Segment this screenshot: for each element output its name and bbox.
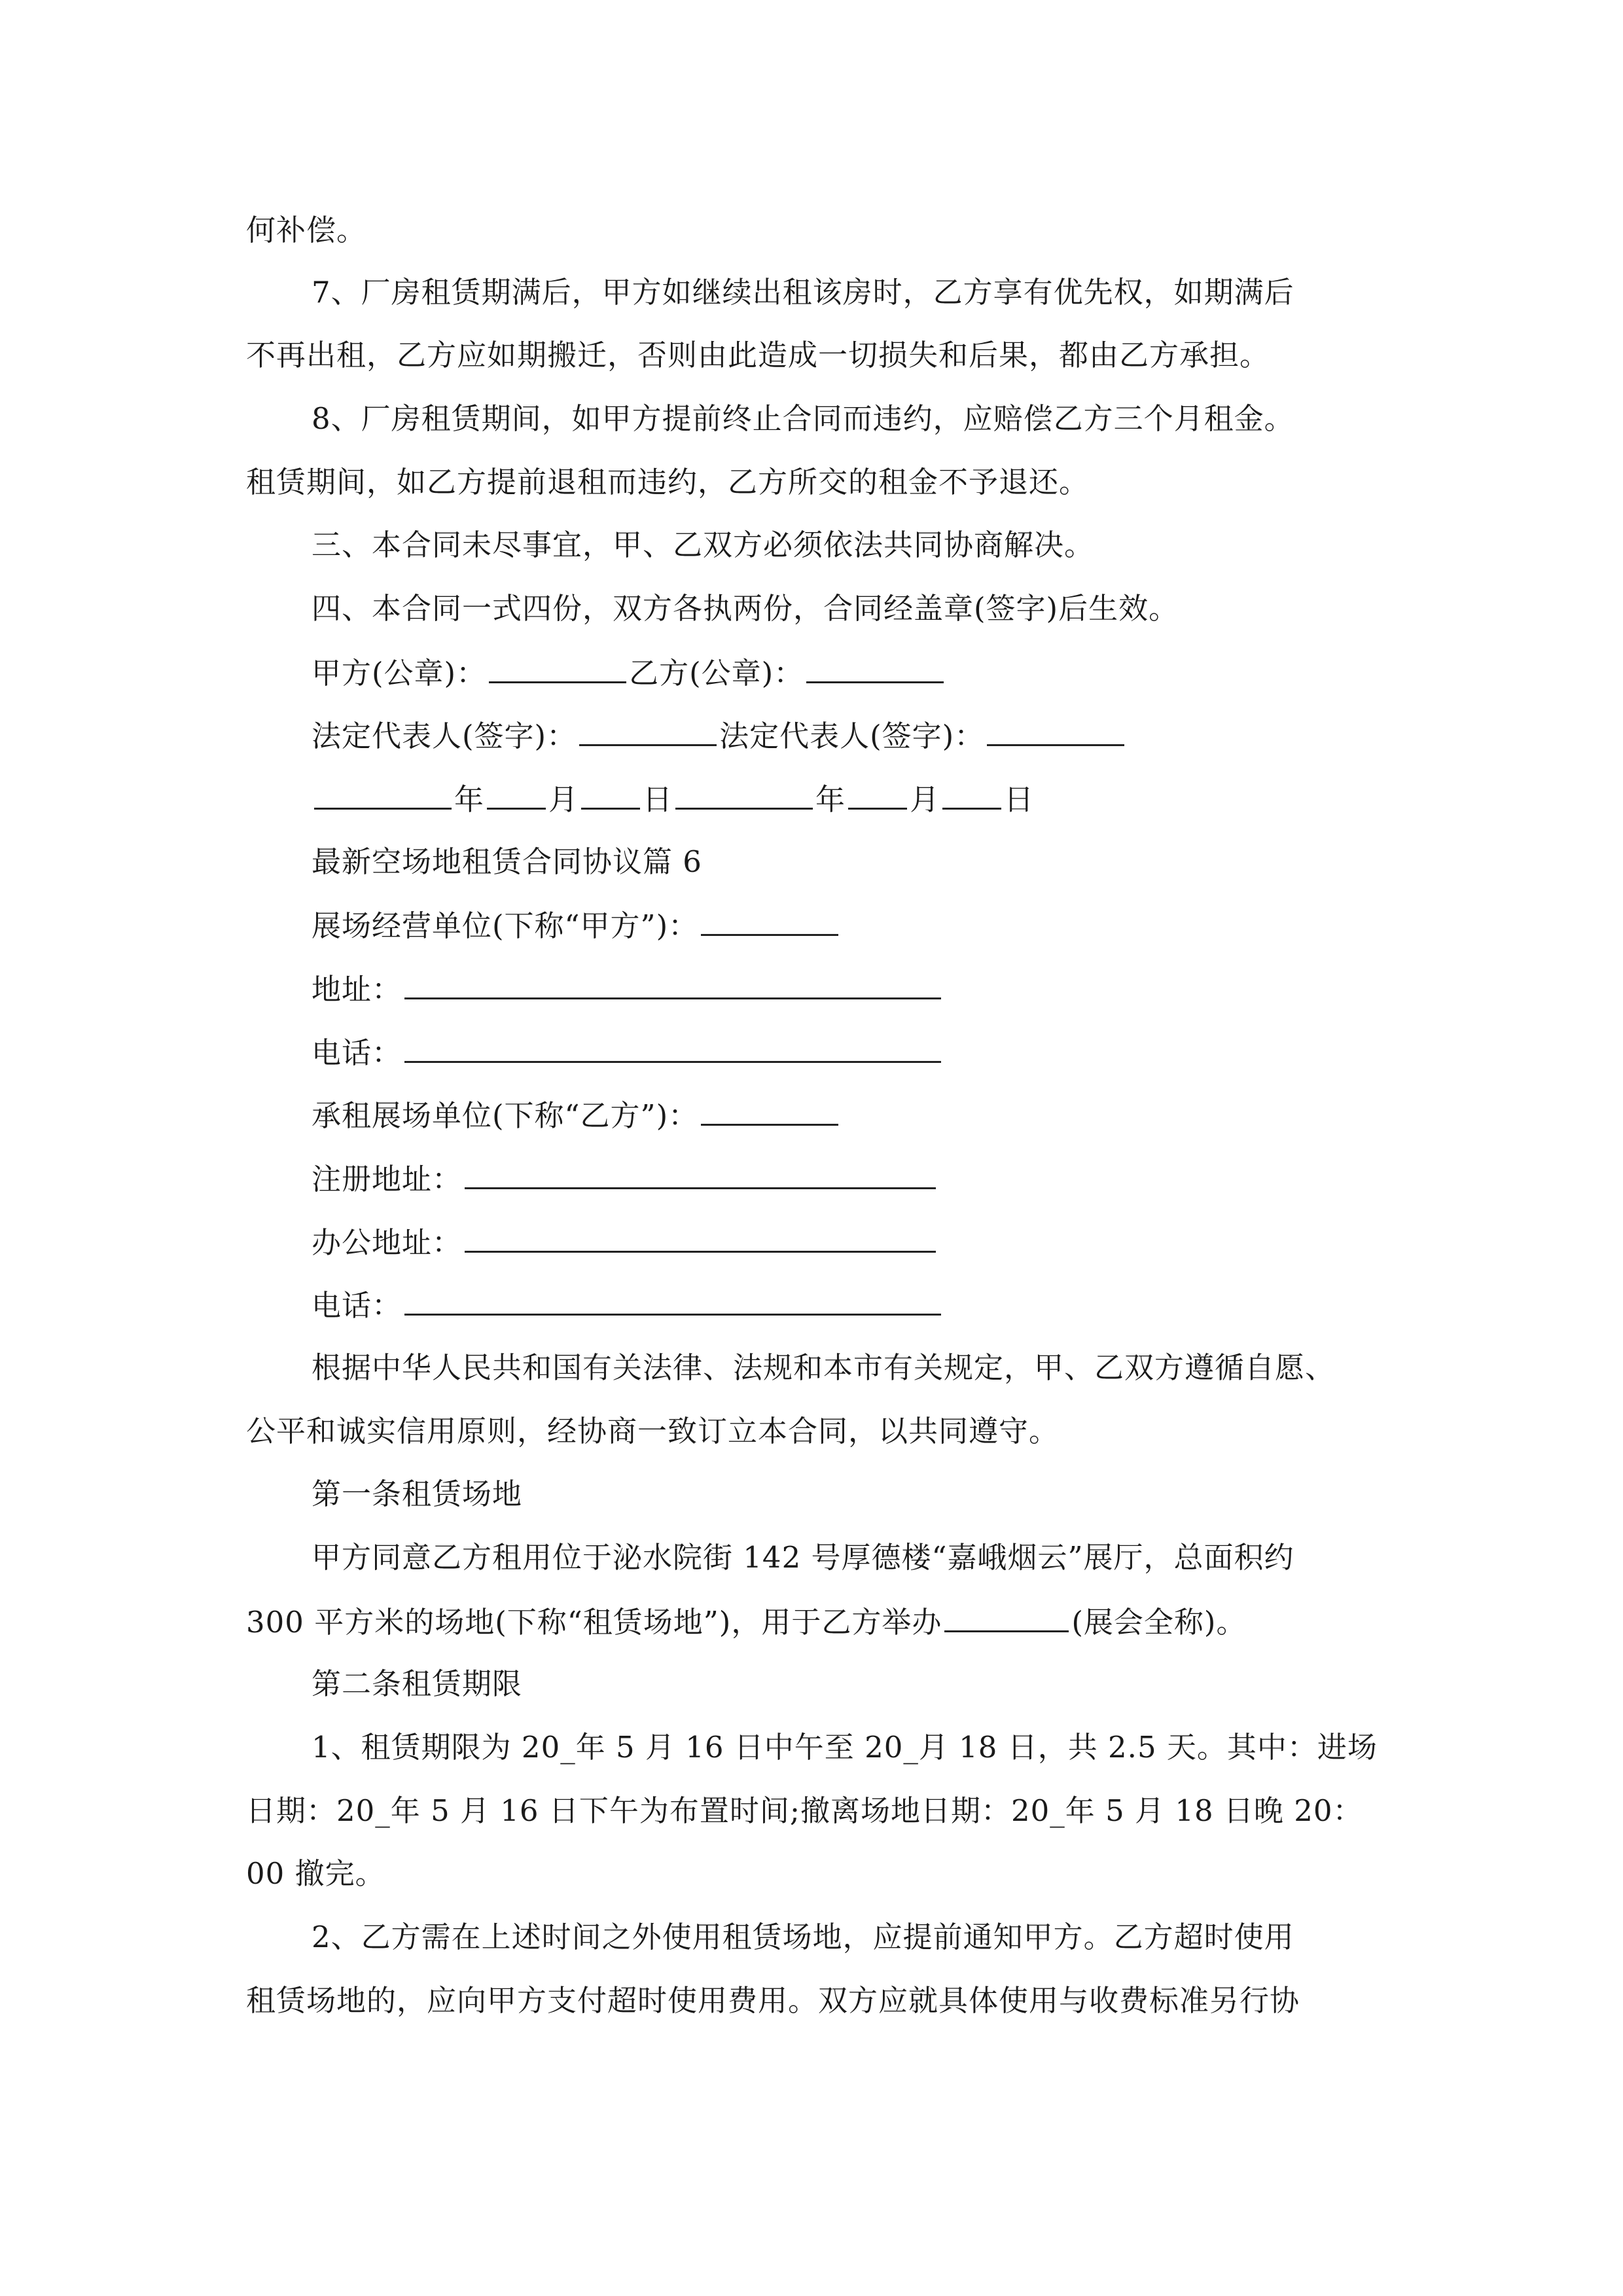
paragraph-line: 1、租赁期限为 20_年 5 月 16 日中午至 20_月 18 日，共 2.5 天。其中：进场 — [312, 1730, 1378, 1765]
month-label: 月 — [548, 782, 579, 817]
legal-rep-a-blank[interactable] — [579, 715, 717, 746]
phone2-label: 电话： — [312, 1288, 402, 1323]
seal-line — [312, 653, 946, 693]
phone-blank[interactable] — [404, 1032, 941, 1063]
day-b-blank[interactable] — [942, 779, 1001, 810]
phone-label: 电话： — [312, 1035, 402, 1070]
paragraph-line: 00 撤完。 — [246, 1856, 385, 1891]
address-label: 地址： — [312, 972, 402, 1007]
form-phone — [312, 1032, 944, 1073]
paragraph-text: 300 平方米的场地(下称“租赁场地”)，用于乙方举办 — [246, 1605, 942, 1640]
form-phone-2 — [312, 1285, 944, 1325]
form-office-address — [312, 1222, 938, 1263]
paragraph-line: 租赁期间，如乙方提前退租而违约，乙方所交的租金不予退还。 — [246, 465, 1090, 499]
form-party-b — [312, 1095, 841, 1136]
party-b-blank[interactable] — [701, 1095, 838, 1126]
reg-address-label: 注册地址： — [312, 1162, 463, 1196]
day-a-blank[interactable] — [581, 779, 640, 810]
paragraph-line: 根据中华人民共和国有关法律、法规和本市有关规定，甲、乙双方遵循自愿、 — [312, 1350, 1336, 1385]
month-label: 月 — [910, 782, 940, 817]
party-a-label: 展场经营单位(下称“甲方”)： — [312, 908, 699, 943]
paragraph-line — [246, 1602, 1246, 1642]
month-a-blank[interactable] — [487, 779, 546, 810]
office-address-blank[interactable] — [465, 1222, 936, 1253]
article-title: 第二条租赁期限 — [312, 1666, 523, 1701]
party-a-seal-label: 甲方(公章)： — [312, 656, 487, 691]
paragraph-line: 租赁场地的，应向甲方支付超时使用费用。双方应就具体使用与收费标准另行协 — [246, 1983, 1300, 2018]
paragraph-text: (展会全称)。 — [1071, 1605, 1247, 1640]
party-a-blank[interactable] — [701, 905, 838, 936]
paragraph-line: 不再出租，乙方应如期搬迁，否则由此造成一切损失和后果，都由乙方承担。 — [246, 338, 1270, 372]
date-line — [312, 779, 1034, 819]
year-label: 年 — [815, 782, 846, 817]
party-a-seal-blank[interactable] — [489, 653, 626, 683]
form-address — [312, 969, 944, 1009]
reg-address-blank[interactable] — [465, 1158, 936, 1189]
day-label: 日 — [1004, 782, 1035, 817]
paragraph-line: 三、本合同未尽事宜，甲、乙双方必须依法共同协商解决。 — [312, 528, 1095, 562]
exhibition-name-blank[interactable] — [944, 1602, 1069, 1632]
paragraph-line: 公平和诚实信用原则，经协商一致订立本合同，以共同遵守。 — [246, 1414, 1060, 1448]
year-label: 年 — [454, 782, 485, 817]
legal-rep-b-label: 法定代表人(签字)： — [719, 719, 985, 753]
year-a-blank[interactable] — [314, 779, 452, 810]
phone2-blank[interactable] — [404, 1285, 941, 1316]
year-b-blank[interactable] — [675, 779, 813, 810]
office-address-label: 办公地址： — [312, 1225, 463, 1260]
party-b-seal-label: 乙方(公章)： — [629, 656, 804, 691]
form-reg-address — [312, 1158, 938, 1199]
paragraph-line: 2、乙方需在上述时间之外使用租赁场地，应提前通知甲方。乙方超时使用 — [312, 1920, 1294, 1954]
day-label: 日 — [643, 782, 673, 817]
section-title: 最新空场地租赁合同协议篇 6 — [312, 844, 702, 879]
form-party-a — [312, 905, 841, 946]
party-b-seal-blank[interactable] — [806, 653, 944, 683]
address-blank[interactable] — [404, 969, 941, 999]
paragraph-line: 甲方同意乙方租用位于泌水院街 142 号厚德楼“嘉峨烟云”展厅，总面积约 — [312, 1540, 1294, 1575]
paragraph-line: 7、厂房租赁期满后，甲方如继续出租该房时，乙方享有优先权，如期满后 — [312, 275, 1294, 310]
legal-rep-b-blank[interactable] — [987, 715, 1124, 746]
paragraph-line: 8、厂房租赁期间，如甲方提前终止合同而违约，应赔偿乙方三个月租金。 — [312, 401, 1294, 436]
article-title: 第一条租赁场地 — [312, 1477, 523, 1511]
paragraph-line: 何补偿。 — [246, 213, 367, 247]
party-b-label: 承租展场单位(下称“乙方”)： — [312, 1098, 699, 1133]
month-b-blank[interactable] — [848, 779, 907, 810]
legal-rep-line — [312, 715, 1127, 756]
paragraph-line: 四、本合同一式四份，双方各执两份，合同经盖章(签字)后生效。 — [312, 591, 1179, 626]
legal-rep-a-label: 法定代表人(签字)： — [312, 719, 577, 753]
paragraph-line: 日期：20_年 5 月 16 日下午为布置时间;撤离场地日期：20_年 5 月 18 日晚 20： — [246, 1793, 1363, 1828]
